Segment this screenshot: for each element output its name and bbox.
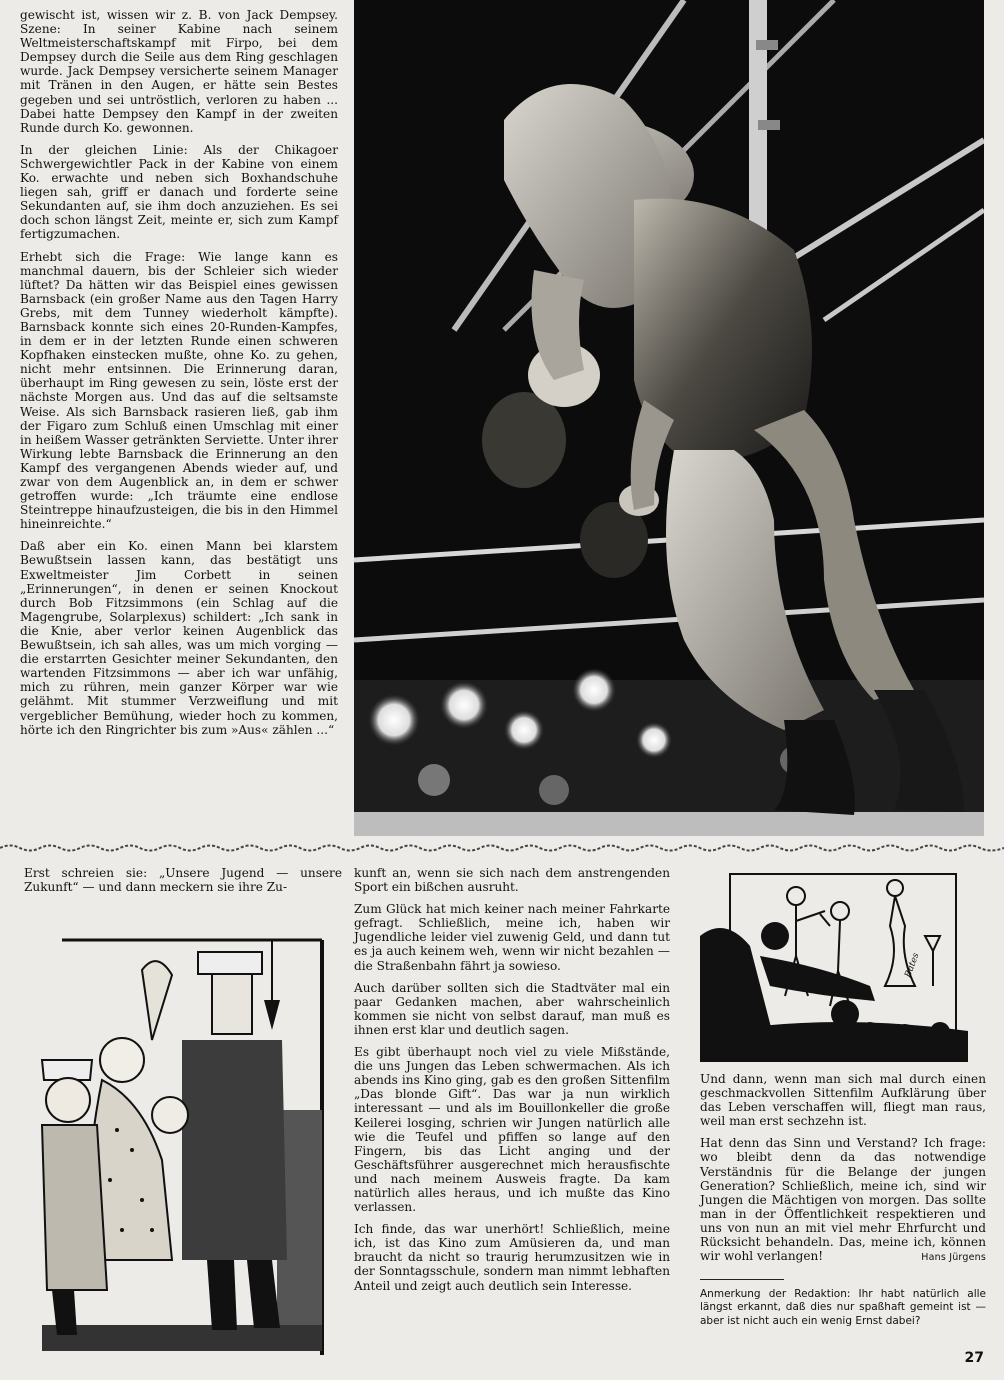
text-column-a <box>24 866 342 902</box>
text-column-b <box>354 866 670 1301</box>
paragraph: Ich finde, das war unerhört! Schließlich, meine ich, ist das Kino zum Amüsieren da, und man braucht da nicht so traurig herumzusitzen wie in der Sonntagsschule, sondern man nimmt lebhaften Anteil und zeigt auch deutlich sein Interesse. <box>354 1222 670 1293</box>
author-name: Hans Jürgens <box>921 1252 986 1264</box>
paragraph: Zum Glück hat mich keiner nach meiner Fahrkarte gefragt. Schließlich, meine ich, haben wir Jugendliche leider viel zuwenig Geld, und dann tut es ja auch keinem weh, wenn wir nicht bezahlen — die Straßenbahn fährt ja sowieso. <box>354 902 670 973</box>
paragraph <box>700 1136 986 1263</box>
paragraph: Es gibt überhaupt noch viel zu viele Mißstände, die uns Jungen das Leben schwermachen. Als ich abends ins Kino ging, gab es den großen Sittenfilm „Das blonde Gift“. Das war ja nun wirklich interessant — und als im Bouillonkeller die große Keilerei losging, schrien wir Jungen natürlich alle wie die Teufel und pfiffen so lange auf den Fingern, bis das Licht anging und der Geschäftsführer ausgerechnet mich herausfischte und nach meinem Ausweis fragte. Da kam natürlich alles heraus, und ich mußte das Kino verlassen. <box>354 1045 670 1215</box>
boxing-photo <box>354 0 984 836</box>
note-rule <box>700 1279 784 1280</box>
paragraph: kunft an, wenn sie sich nach dem anstrengenden Sport ein bißchen ausruht. <box>354 866 670 895</box>
paragraph: Erhebt sich die Frage: Wie lange kann es manchmal dauern, bis der Schleier sich wieder lüftet? Da hätten wir das Beispiel eines gewissen Barnsback (ein großer Name aus den Tagen Harry Grebs, mit dem Tunney wiederholt kämpfte). Barnsback konnte sich eines 20-Runden-Kampfes, in dem er in der letzten Runde einen schweren Kopfhaken einstecken mußte, ohne Ko. zu gehen, nicht mehr entsinnen. Die Erinnerung daran, überhaupt im Ring gewesen zu sein, löste erst der nächste Morgen aus. Und das auf die seltsamste Weise. Als sich Barnsback rasieren ließ, gab ihm der Figaro zum Schluß einen Umschlag mit einer in heißem Wasser getränkten Serviette. Unter ihrer Wirkung lebte Barnsback die Erinnerung an den Kampf des vergangenen Abends wieder auf, und zwar von dem Augenblick an, in dem er schwer getroffen wurde: „Ich träumte eine endlose Steintreppe hinaufzusteigen, die bis in den Himmel hineinreichte.“ <box>20 249 338 532</box>
section-divider <box>0 842 1004 854</box>
paragraph: In der gleichen Linie: Als der Chikagoer Schwergewichtler Pack in der Kabine von einem Ko. erwachte und neben sich Boxhandschuhe liegen sah, griff er danach und forderte seine Sekundanten auf, sie ihm doch anzuziehen. Es sei doch schon längst Zeit, meinte er, sich zum Kampf fertigzumachen. <box>20 142 338 242</box>
paragraph: gewischt ist, wissen wir z. B. von Jack Dempsey. Szene: In seiner Kabine nach seinem Weltmeisterschaftskampf mit Firpo, bei dem Dempsey durch die Seile aus dem Ring geschlagen wurde. Jack Dempsey versicherte seinem Manager mit Tränen in den Augen, er hätte sein Bestes gegeben und sei untröstlich, verloren zu haben ... Dabei hatte Dempsey den Kampf in der zweiten Runde durch Ko. gewonnen. <box>20 8 338 135</box>
cinema-cartoon <box>700 866 968 1062</box>
paragraph: Und dann, wenn man sich mal durch einen geschmackvollen Sittenfilm Aufklärung über das Leben verschaffen will, fliegt man raus, weil man erst sechzehn ist. <box>700 1072 986 1129</box>
text-column-c <box>700 1072 986 1328</box>
page-number: 27 <box>964 1350 984 1366</box>
paragraph-text: Hat denn das Sinn und Verstand? Ich frage: wo bleibt denn da das notwendige Verständnis für die Belange der jungen Generation? Schließlich, meine ich, sind wir Jungen die Mächtigen von morgen. Das sollte man in der Öffentlichkeit respektieren und uns von nun an mit viel mehr Ehrfurcht und Rücksicht behandeln. Das, meine ich, können wir wohl verlangen! <box>700 1136 986 1264</box>
editor-note: Anmerkung der Redaktion: Ihr habt natürlich alle längst erkannt, daß dies nur spaßhaft gemeint ist — aber ist nicht auch ein wenig Ernst dabei? <box>700 1288 986 1327</box>
top-text-column <box>20 8 338 745</box>
boxer-illustration <box>354 0 984 836</box>
paragraph: Daß aber ein Ko. einen Mann bei klarstem Bewußtsein lassen kann, das bestätigt uns Exweltmeister Jim Corbett in seinen „Erinnerungen“, in denen er seinen Knockout durch Bob Fitzsimmons (ein Schlag auf die Magengrube, Solarplexus) schildert: „Ich sank in die Knie, aber verlor keinen Augenblick das Bewußtsein, ich sah alles, was um mich vorging — die erstarrten Gesichter meiner Sekundanten, den wartenden Fitzsimmons — aber ich war unfähig, mich zu rühren, mein ganzer Körper war wie gelähmt. Mit stummer Verzweiflung und mit vergeblicher Bemühung, wieder hoch zu kommen, hörte ich den Ringrichter bis zum »Aus« zählen ...“ <box>20 539 338 737</box>
paragraph: Erst schreien sie: „Unsere Jugend — unsere Zukunft“ — und dann meckern sie ihre Zu- <box>24 866 342 895</box>
cartoonist-signature: Bätes <box>903 951 922 980</box>
paragraph: Auch darüber sollten sich die Stadtväter mal ein paar Gedanken machen, aber wahrscheinlich kommen sie nicht von selbst darauf, man muß es ihnen erst klar und deutlich sagen. <box>354 980 670 1037</box>
tram-cartoon <box>22 930 342 1355</box>
